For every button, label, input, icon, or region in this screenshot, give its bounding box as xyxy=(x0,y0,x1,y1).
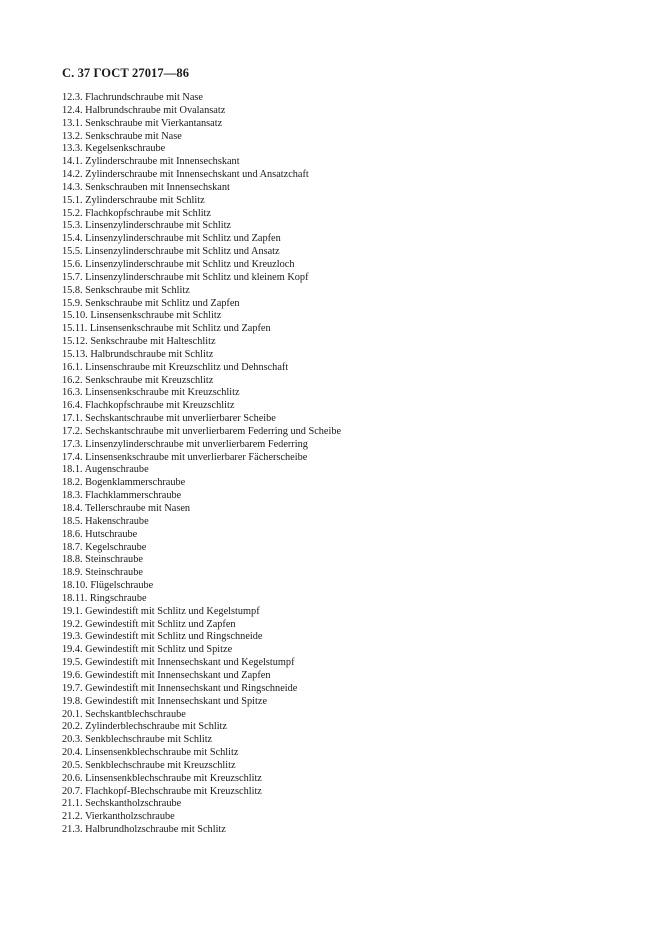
list-item: 18.8. Steinschraube xyxy=(62,554,143,566)
list-item: 17.2. Sechskantschraube mit unverlierbarem Federring und Scheibe xyxy=(62,425,342,437)
list-item: 19.7. Gewindestift mit Innensechskant und Ringschneide xyxy=(62,682,298,694)
list-item: 18.9. Steinschraube xyxy=(62,567,143,579)
list-item: 15.9. Senkschraube mit Schlitz und Zapfen xyxy=(62,297,240,309)
list-item: 13.3. Kegelsenkschraube xyxy=(62,143,166,155)
list-item: 15.6. Linsenzylinderschraube mit Schlitz und Kreuzloch xyxy=(62,258,295,270)
list-item: 15.3. Linsenzylinderschraube mit Schlitz xyxy=(62,220,231,232)
list-item: 18.5. Hakenschraube xyxy=(62,515,149,527)
list-item: 17.4. Linsensenkschraube mit unverlierbarer Fächerscheibe xyxy=(62,451,308,463)
list-item: 13.2. Senkschraube mit Nase xyxy=(62,130,182,142)
list-item: 21.2. Vierkantholzschraube xyxy=(62,811,175,823)
list-item: 18.11. Ringschraube xyxy=(62,592,147,604)
list-item: 16.2. Senkschraube mit Kreuzschlitz xyxy=(62,374,214,386)
list-item: 20.6. Linsensenkblechschraube mit Kreuzschlitz xyxy=(62,772,262,784)
list-item: 14.3. Senkschrauben mit Innensechskant xyxy=(62,181,230,193)
list-item: 17.1. Sechskantschraube mit unverlierbarer Scheibe xyxy=(62,413,276,425)
list-item: 19.8. Gewindestift mit Innensechskant und Spitze xyxy=(62,695,268,707)
list-item: 17.3. Linsenzylinderschraube mit unverlierbarem Federring xyxy=(62,438,308,450)
list-item: 14.1. Zylinderschraube mit Innensechskant xyxy=(62,156,240,168)
list-item: 20.7. Flachkopf-Blechschraube mit Kreuzschlitz xyxy=(62,785,262,797)
list-item: 12.4. Halbrundschraube mit Ovalansatz xyxy=(62,104,226,116)
list-item: 12.3. Flachrundschraube mit Nase xyxy=(62,92,203,103)
list-item: 15.4. Linsenzylinderschraube mit Schlitz und Zapfen xyxy=(62,233,281,245)
list-item: 20.4. Linsensenkblechschraube mit Schlitz xyxy=(62,747,239,759)
list-item: 15.11. Linsensenkschraube mit Schlitz und Zapfen xyxy=(62,323,271,335)
list-item: 13.1. Senkschraube mit Vierkantansatz xyxy=(62,117,223,129)
list-item: 21.3. Halbrundholzschraube mit Schlitz xyxy=(62,824,226,836)
list-item: 15.1. Zylinderschraube mit Schlitz xyxy=(62,194,205,206)
list-item: 19.3. Gewindestift mit Schlitz und Ringschneide xyxy=(62,631,263,643)
list-item: 16.1. Linsenschraube mit Kreuzschlitz und Dehnschaft xyxy=(62,361,289,373)
list-item: 19.1. Gewindestift mit Schlitz und Kegelstumpf xyxy=(62,605,260,617)
list-item: 21.1. Sechskantholzschraube xyxy=(62,798,182,810)
list-item: 15.2. Flachkopfschraube mit Schlitz xyxy=(62,207,211,219)
list-item: 15.8. Senkschraube mit Schlitz xyxy=(62,284,190,296)
term-list xyxy=(62,92,341,837)
list-item: 18.4. Tellerschraube mit Nasen xyxy=(62,503,191,514)
list-item: 19.4. Gewindestift mit Schlitz und Spitze xyxy=(62,644,233,656)
list-item: 15.13. Halbrundschraube mit Schlitz xyxy=(62,348,214,360)
list-item: 15.7. Linsenzylinderschraube mit Schlitz und kleinem Kopf xyxy=(62,271,309,283)
list-item: 15.12. Senkschraube mit Halteschlitz xyxy=(62,336,216,348)
list-item: 15.10. Linsensenkschraube mit Schlitz xyxy=(62,310,222,322)
list-item: 18.2. Bogenklammerschraube xyxy=(62,477,186,489)
list-item: 20.1. Sechskantblechschraube xyxy=(62,708,186,720)
list-item: 18.3. Flachklammerschraube xyxy=(62,490,182,502)
list-item: 20.5. Senkblechschraube mit Kreuzschlitz xyxy=(62,759,236,771)
list-item: 16.3. Linsensenkschraube mit Kreuzschlitz xyxy=(62,387,240,399)
list-item: 19.6. Gewindestift mit Innensechskant und Zapfen xyxy=(62,669,271,681)
list-item: 14.2. Zylinderschraube mit Innensechskant und Ansatzchaft xyxy=(62,169,309,181)
list-item: 18.10. Flügelschraube xyxy=(62,580,154,592)
list-item: 18.7. Kegelschraube xyxy=(62,541,147,553)
list-item: 16.4. Flachkopfschraube mit Kreuzschlitz xyxy=(62,400,235,412)
list-item: 20.3. Senkblechschraube mit Schlitz xyxy=(62,734,213,746)
list-item: 18.6. Hutschraube xyxy=(62,528,138,540)
list-item: 15.5. Linsenzylinderschraube mit Schlitz und Ansatz xyxy=(62,246,280,258)
list-item: 19.5. Gewindestift mit Innensechskant und Kegelstumpf xyxy=(62,657,295,669)
page-header: С. 37 ГОСТ 27017—86 xyxy=(62,66,190,80)
list-item: 18.1. Augenschraube xyxy=(62,464,149,476)
list-item: 19.2. Gewindestift mit Schlitz und Zapfen xyxy=(62,618,236,630)
list-item: 20.2. Zylinderblechschraube mit Schlitz xyxy=(62,721,227,733)
